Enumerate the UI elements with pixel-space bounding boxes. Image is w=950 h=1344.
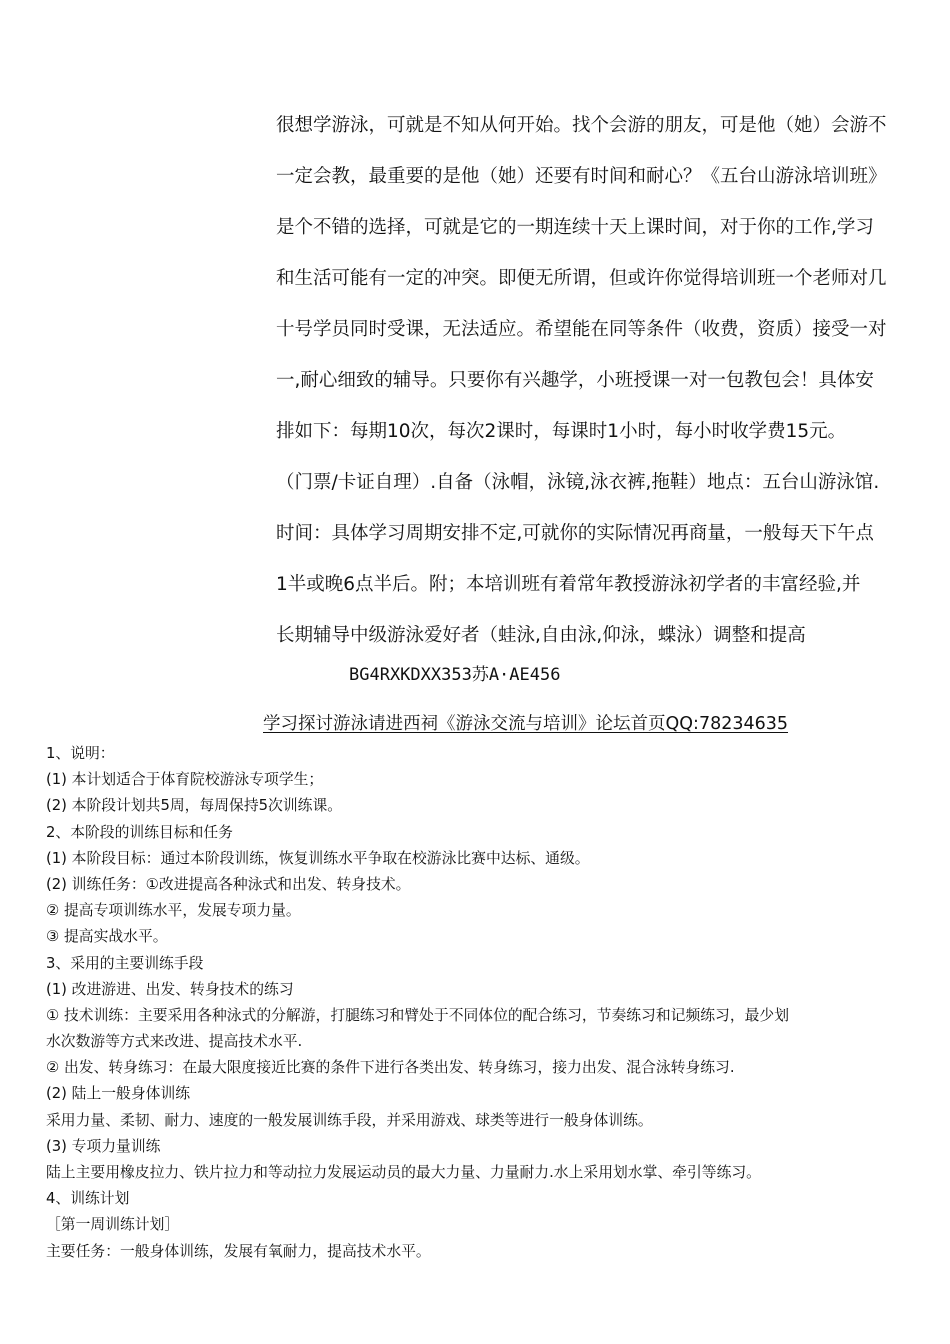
list-item: ② 提高专项训练水平，发展专项力量。 [46, 902, 301, 920]
paragraph-line: 陆上主要用橡皮拉力、铁片拉力和等动拉力发展运动员的最大力量、力量耐力.水上采用划水掌、牵引等练习。 [46, 1164, 761, 1181]
list-item: (2) 本阶段计划共5周，每周保持5次训练课。 [46, 797, 343, 815]
list-item: (1) 本计划适合于体育院校游泳专项学生； [46, 771, 324, 789]
list-item: ① 技术训练：主要采用各种泳式的分解游，打腿练习和臂处于不同体位的配合练习，节奏练习和记频练习，最少划 [46, 1006, 790, 1024]
intro-line: 一,耐心细致的辅导。只要你有兴趣学，小班授课一对一包教包会！具体安 [276, 370, 874, 391]
list-item-continuation: 水次数游等方式来改进、提高技术水平. [46, 1033, 303, 1051]
paragraph-line: 采用力量、柔韧、耐力、速度的一般发展训练手段，并采用游戏、球类等进行一般身体训练。 [46, 1111, 653, 1129]
subsection-heading: ［第一周训练计划］ [46, 1216, 180, 1234]
list-item: (1) 改进游进、出发、转身技术的练习 [46, 980, 294, 998]
intro-line: 1半或晚6点半后。附；本培训班有着常年教授游泳初学者的丰富经验,并 [276, 574, 861, 595]
intro-line: 一定会教，最重要的是他（她）还要有时间和耐心？《五台山游泳培训班》 [276, 166, 887, 187]
section-heading: 2、本阶段的训练目标和任务 [46, 823, 233, 841]
intro-line: （门票/卡证自理）.自备（泳帽，泳镜,泳衣裤,拖鞋）地点：五台山游泳馆. [276, 472, 880, 493]
intro-line: 十号学员同时受课，无法适应。希望能在同等条件（收费，资质）接受一对 [276, 319, 887, 340]
intro-line: 排如下：每期10次，每次2课时，每课时1小时，每小时收学费15元。 [276, 421, 847, 442]
section-heading: 3、采用的主要训练手段 [46, 954, 204, 972]
training-plan-body [46, 741, 926, 1265]
intro-line: 和生活可能有一定的冲突。即便无所谓，但或许你觉得培训班一个老师对几 [276, 268, 887, 289]
list-item: (1) 本阶段目标：通过本阶段训练，恢复训练水平争取在校游泳比赛中达标、通级。 [46, 849, 590, 867]
list-item: (3) 专项力量训练 [46, 1137, 161, 1155]
intro-line: 是个不错的选择，可就是它的一期连续十天上课时间，对于你的工作,学习 [276, 217, 874, 238]
forum-link[interactable]: 学习探讨游泳请进西祠《游泳交流与培训》论坛首页QQ:78234635 [263, 714, 789, 734]
paragraph-line: 主要任务：一般身体训练，发展有氧耐力，提高技术水平。 [46, 1242, 431, 1260]
intro-line: 时间：具体学习周期安排不定,可就你的实际情况再商量，一般每天下午点 [276, 523, 874, 544]
reference-code: BG4RXKDXX353苏A·AE456 [349, 665, 561, 685]
section-heading: 4、训练计划 [46, 1190, 130, 1208]
list-item: (2) 训练任务：①改进提高各种泳式和出发、转身技术。 [46, 875, 411, 893]
list-item: (2) 陆上一般身体训练 [46, 1085, 191, 1103]
list-item: ② 出发、转身练习：在最大限度接近比赛的条件下进行各类出发、转身练习，接力出发、混合泳转身练习. [46, 1059, 735, 1077]
intro-line: 长期辅导中级游泳爱好者（蛙泳,自由泳,仰泳，蝶泳）调整和提高 [276, 625, 806, 646]
section-heading: 1、说明： [46, 745, 115, 762]
list-item: ③ 提高实战水平。 [46, 928, 168, 946]
intro-paragraph [276, 104, 916, 665]
intro-line: 很想学游泳，可就是不知从何开始。找个会游的朋友，可是他（她）会游不 [276, 115, 887, 136]
